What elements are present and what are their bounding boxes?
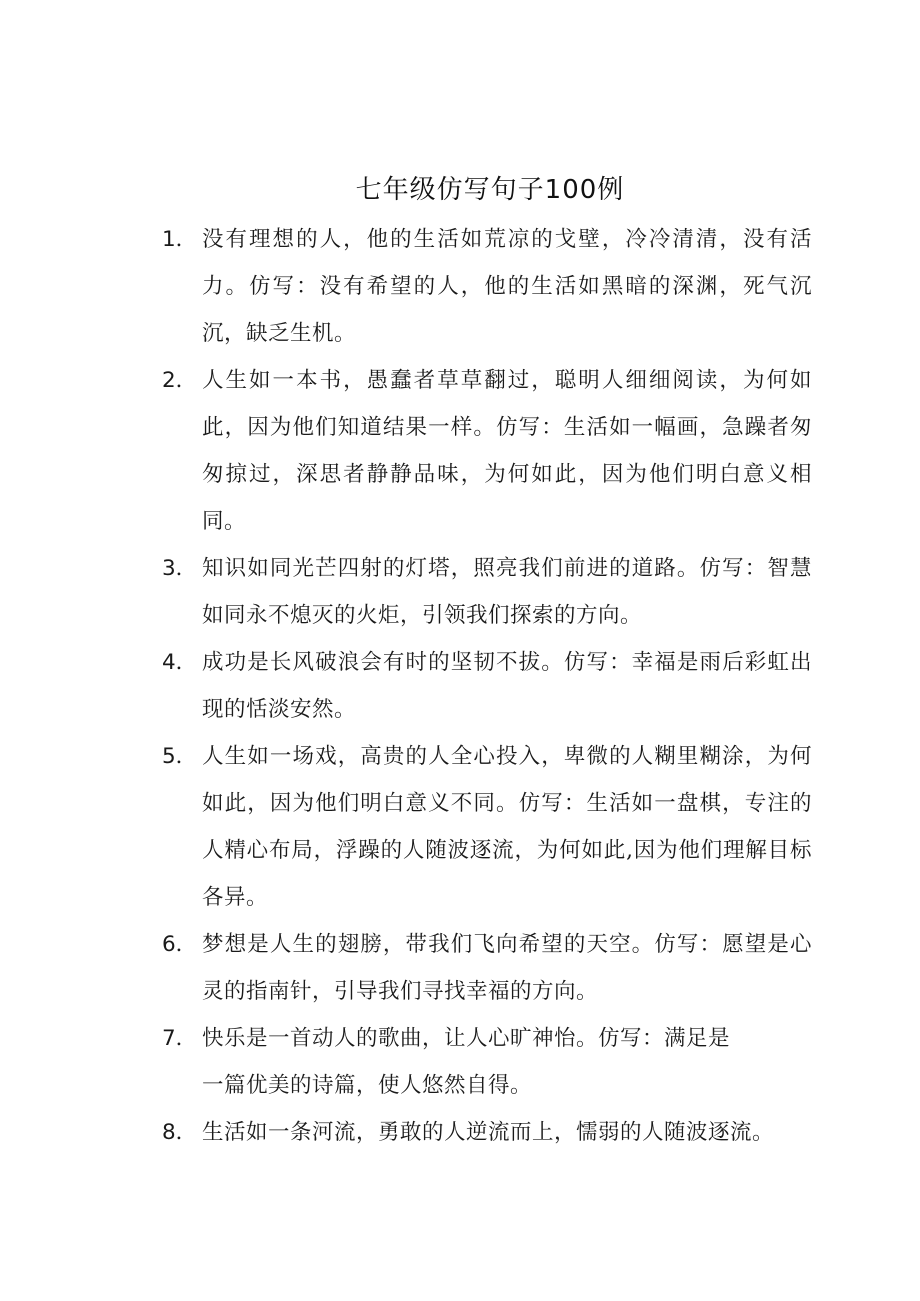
- item-number: 8．: [162, 1120, 198, 1145]
- item-text: 人生如一场戏，高贵的人全心投入，卑微的人糊里糊涂，为何如此，因为他们明白意义不同。仿写：生活如一盘棋，专注的人精心布局，浮躁的人随波逐流，为何如此,因为他们理解目标各异。: [202, 744, 812, 910]
- sentence-list: [162, 216, 812, 1156]
- list-item: [162, 357, 812, 545]
- list-item: [162, 1015, 812, 1109]
- item-number: 5．: [162, 744, 198, 769]
- list-item: [162, 545, 812, 639]
- item-text: 成功是长风破浪会有时的坚韧不拔。仿写：幸福是雨后彩虹出现的恬淡安然。: [202, 650, 812, 722]
- document-title: 七年级仿写句子100例: [355, 175, 625, 205]
- item-text: [202, 1015, 812, 1109]
- item-number: 6．: [162, 932, 198, 957]
- item-text: 生活如一条河流，勇敢的人逆流而上，懦弱的人随波逐流。: [202, 1120, 775, 1145]
- list-item: [162, 921, 812, 1015]
- item-number: 3．: [162, 556, 198, 581]
- item-number: 1．: [162, 227, 198, 252]
- item-number: 2．: [162, 368, 198, 393]
- item-text: 知识如同光芒四射的灯塔，照亮我们前进的道路。仿写：智慧如同永不熄灭的火炬，引领我们探索的方向。: [202, 556, 812, 628]
- list-item: [162, 639, 812, 733]
- item-text-line: 一篇优美的诗篇，使人悠然自得。: [202, 1073, 533, 1098]
- item-text: 梦想是人生的翅膀，带我们飞向希望的天空。仿写：愿望是心灵的指南针，引导我们寻找幸福的方向。: [202, 932, 812, 1004]
- item-number: 4．: [162, 650, 198, 675]
- item-text: 没有理想的人，他的生活如荒凉的戈壁，冷冷清清，没有活力。仿写：没有希望的人，他的生活如黑暗的深渊，死气沉沉，缺乏生机。: [202, 227, 812, 346]
- list-item: [162, 1109, 812, 1156]
- list-item: [162, 733, 812, 921]
- item-text: 人生如一本书，愚蠢者草草翻过，聪明人细细阅读，为何如此，因为他们知道结果一样。仿写：生活如一幅画，急躁者匆匆掠过，深思者静静品味，为何如此，因为他们明白意义相同。: [202, 368, 812, 534]
- item-number: 7．: [162, 1026, 198, 1051]
- list-item: [162, 216, 812, 357]
- item-text-line: 快乐是一首动人的歌曲，让人心旷神怡。仿写：满足是: [202, 1026, 731, 1051]
